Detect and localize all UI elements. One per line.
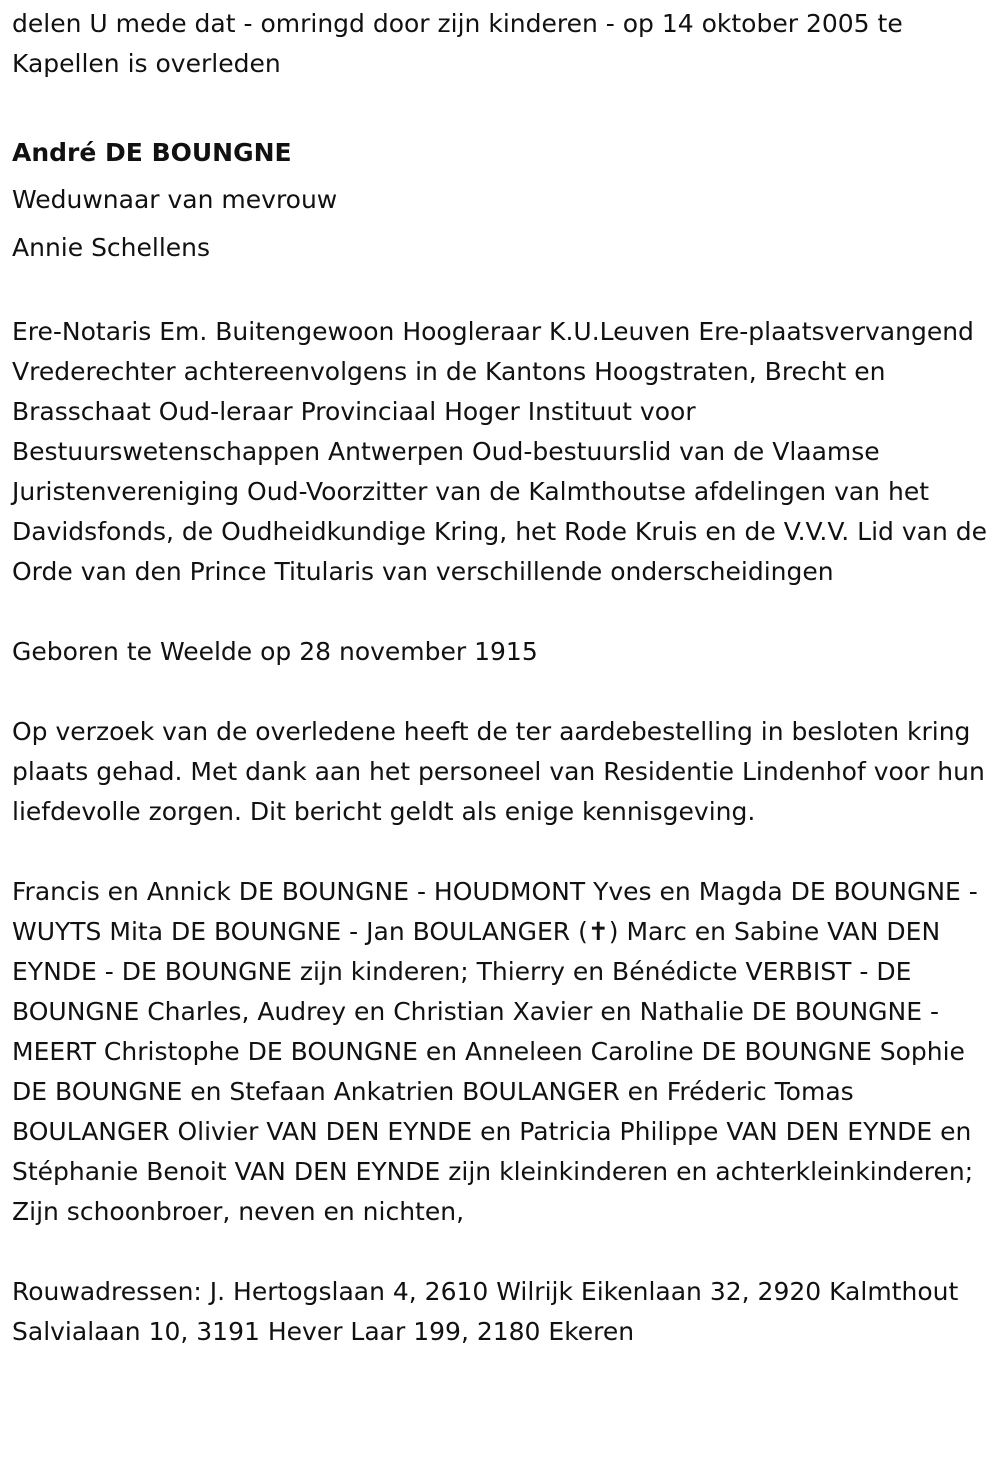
family-paragraph: Francis en Annick DE BOUNGNE - HOUDMONT Yves en Magda DE BOUNGNE - WUYTS Mita DE BOUNGNE - Jan BOULANGER (✝) Marc en Sabine VAN DEN EYNDE - DE BOUNGNE zijn kinderen; Thierry en Bénédicte VERBIST - DE BOUNGNE Charles, Audrey en Christian Xavier en Nathalie DE BOUNGNE - MEERT Christophe DE BOUNGNE en Anneleen Caroline DE BOUNGNE Sophie DE BOUNGNE en Stefaan Ankatrien BOULANGER en Fréderic Tomas BOULANGER Olivier VAN DEN EYNDE en Patricia Philippe VAN DEN EYNDE en Stéphanie Benoit VAN DEN EYNDE zijn kleinkinderen en achterkleinkinderen; Zijn schoonbroer, neven en nichten, <box>12 877 978 1226</box>
spacer <box>12 672 988 712</box>
spacer <box>12 832 988 872</box>
addresses-paragraph: Rouwadressen: J. Hertogslaan 4, 2610 Wilrijk Eikenlaan 32, 2920 Kalmthout Salvialaan 10, 3191 Hever Laar 199, 2180 Ekeren <box>12 1277 959 1346</box>
titles-paragraph: Ere-Notaris Em. Buitengewoon Hoogleraar K.U.Leuven Ere-plaatsvervangend Vrederechter achtereenvolgens in de Kantons Hoogstraten, Brecht en Brasschaat Oud-leraar Provinciaal Hoger Instituut voor Bestuurswetenschappen Antwerpen Oud-bestuurslid van de Vlaamse Juristenvereniging Oud-Voorzitter van de Kalmthoutse afdelingen van het Davidsfonds, de Oudheidkundige Kring, het Rode Kruis en de V.V.V. Lid van de Orde van den Prince Titularis van verschillende onderscheidingen <box>12 317 987 586</box>
spacer <box>12 272 988 312</box>
widower-line-2: Annie Schellens <box>12 233 211 262</box>
intro-text: delen U mede dat - omringd door zijn kinderen - op 14 oktober 2005 te Kapellen is overleden <box>12 9 903 78</box>
birth-paragraph: Geboren te Weelde op 28 november 1915 <box>12 637 538 666</box>
deceased-name: André DE BOUNGNE <box>12 138 292 167</box>
spacer <box>12 1232 988 1272</box>
spacer <box>12 84 988 124</box>
spacer <box>12 592 988 632</box>
widower-line-1: Weduwnaar van mevrouw <box>12 185 338 214</box>
funeral-paragraph: Op verzoek van de overledene heeft de ter aardebestelling in besloten kring plaats gehad. Met dank aan het personeel van Residentie Lindenhof voor hun liefdevolle zorgen. Dit bericht geldt als enige kennisgeving. <box>12 717 985 826</box>
